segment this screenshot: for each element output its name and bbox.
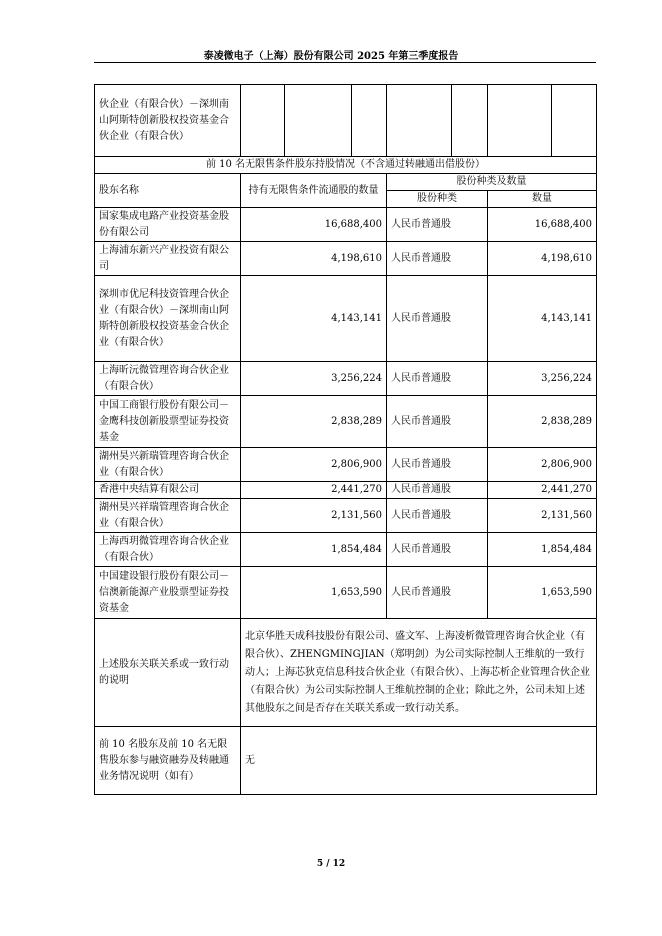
share-type: 人民币普通股 — [387, 396, 488, 448]
holder-name: 湖州昊兴新瑞管理咨询合伙企业（有限合伙） — [95, 448, 241, 482]
share-type: 人民币普通股 — [387, 362, 488, 396]
table-row — [95, 499, 597, 533]
table-row — [95, 276, 597, 362]
table-row — [95, 567, 597, 619]
empty-cell — [241, 85, 285, 157]
holder-count: 4,198,610 — [241, 242, 387, 276]
shareholder-table — [94, 84, 597, 795]
holder-name: 上海浦东新兴产业投资有限公司 — [95, 242, 241, 276]
empty-cell — [387, 85, 452, 157]
note-text: 无 — [241, 727, 597, 795]
holder-count: 2,806,900 — [241, 448, 387, 482]
table-row — [95, 482, 597, 499]
note-text: 北京华胜天成科技股份有限公司、盛文军、上海凌析微管理咨询合伙企业（有限合伙）、ZHENGMINGJIAN（郑明剑）为公司实际控制人王维航的一致行动人；上海芯狄克信息科技合伙企业（有限合伙）、上海芯析企业管理合伙企业（有限合伙）为公司实际控制人王维航控制的企业；除此之外，公司未知上述其他股东之间是否存在关联关系或一致行动关系。 — [241, 619, 597, 727]
holder-count: 1,854,484 — [241, 533, 387, 567]
empty-cell — [285, 85, 352, 157]
empty-cell — [352, 85, 387, 157]
table-row — [95, 208, 597, 242]
holder-name: 国家集成电路产业投资基金股份有限公司 — [95, 208, 241, 242]
holder-count: 2,131,560 — [241, 499, 387, 533]
share-type: 人民币普通股 — [387, 242, 488, 276]
share-type: 人民币普通股 — [387, 533, 488, 567]
holder-name: 中国工商银行股份有限公司－金鹰科技创新股票型证券投资基金 — [95, 396, 241, 448]
report-header-title: 泰凌微电子（上海）股份有限公司 2025 年第三季度报告 — [203, 51, 459, 62]
share-qty: 3,256,224 — [488, 362, 597, 396]
page-number: 5 / 12 — [316, 859, 346, 869]
table-row — [95, 448, 597, 482]
holder-count: 4,143,141 — [241, 276, 387, 362]
share-qty: 4,198,610 — [488, 242, 597, 276]
column-header-count: 持有无限售条件流通股的数量 — [241, 174, 387, 208]
note-label: 上述股东关联关系或一致行动的说明 — [95, 619, 241, 727]
holder-count: 3,256,224 — [241, 362, 387, 396]
empty-cell — [488, 85, 552, 157]
share-qty: 2,838,289 — [488, 396, 597, 448]
holder-name: 香港中央结算有限公司 — [95, 482, 241, 499]
note-label: 前 10 名股东及前 10 名无限售股东参与融资融券及转融通业务情况说明（如有） — [95, 727, 241, 795]
share-qty: 1,854,484 — [488, 533, 597, 567]
column-header-share-type: 股份种类 — [387, 191, 488, 208]
empty-cell — [452, 85, 488, 157]
section-title: 前 10 名无限售条件股东持股情况（不含通过转融通出借股份） — [95, 157, 597, 174]
related-party-note-row — [95, 619, 597, 727]
share-qty: 1,653,590 — [488, 567, 597, 619]
empty-cell — [552, 85, 597, 157]
margin-financing-note-row — [95, 727, 597, 795]
table-row — [95, 362, 597, 396]
share-qty: 16,688,400 — [488, 208, 597, 242]
share-type: 人民币普通股 — [387, 499, 488, 533]
share-qty: 2,806,900 — [488, 448, 597, 482]
holder-name: 上海西玥微管理咨询合伙企业（有限合伙） — [95, 533, 241, 567]
holder-name: 中国建设银行股份有限公司－信澳新能源产业股票型证券投资基金 — [95, 567, 241, 619]
share-qty: 4,143,141 — [488, 276, 597, 362]
table-row — [95, 396, 597, 448]
carryover-holder-name: 伙企业（有限合伙）－深圳南山阿斯特创新股权投资基金合伙企业（有限合伙） — [95, 85, 241, 157]
share-qty: 2,131,560 — [488, 499, 597, 533]
share-type: 人民币普通股 — [387, 482, 488, 499]
holder-name: 湖州昊兴祥瑞管理咨询合伙企业（有限合伙） — [95, 499, 241, 533]
holder-count: 1,653,590 — [241, 567, 387, 619]
holder-count: 2,441,270 — [241, 482, 387, 499]
holder-count: 16,688,400 — [241, 208, 387, 242]
holder-name: 深圳市优尼科技资管理合伙企业（有限合伙）－深圳南山阿斯特创新股权投资基金合伙企业（有限合伙） — [95, 276, 241, 362]
column-header-share-qty: 数量 — [488, 191, 597, 208]
share-qty: 2,441,270 — [488, 482, 597, 499]
share-type: 人民币普通股 — [387, 208, 488, 242]
table-row — [95, 242, 597, 276]
holder-name: 上海昕沅微管理咨询合伙企业（有限合伙） — [95, 362, 241, 396]
carryover-row — [95, 85, 597, 157]
column-header-holder: 股东名称 — [95, 174, 241, 208]
column-header-row — [95, 174, 597, 191]
share-type: 人民币普通股 — [387, 567, 488, 619]
holder-count: 2,838,289 — [241, 396, 387, 448]
table-row — [95, 533, 597, 567]
column-header-share-group: 股份种类及数量 — [387, 174, 597, 191]
share-type: 人民币普通股 — [387, 276, 488, 362]
section-title-row — [95, 157, 597, 174]
header-rule — [94, 62, 596, 63]
share-type: 人民币普通股 — [387, 448, 488, 482]
